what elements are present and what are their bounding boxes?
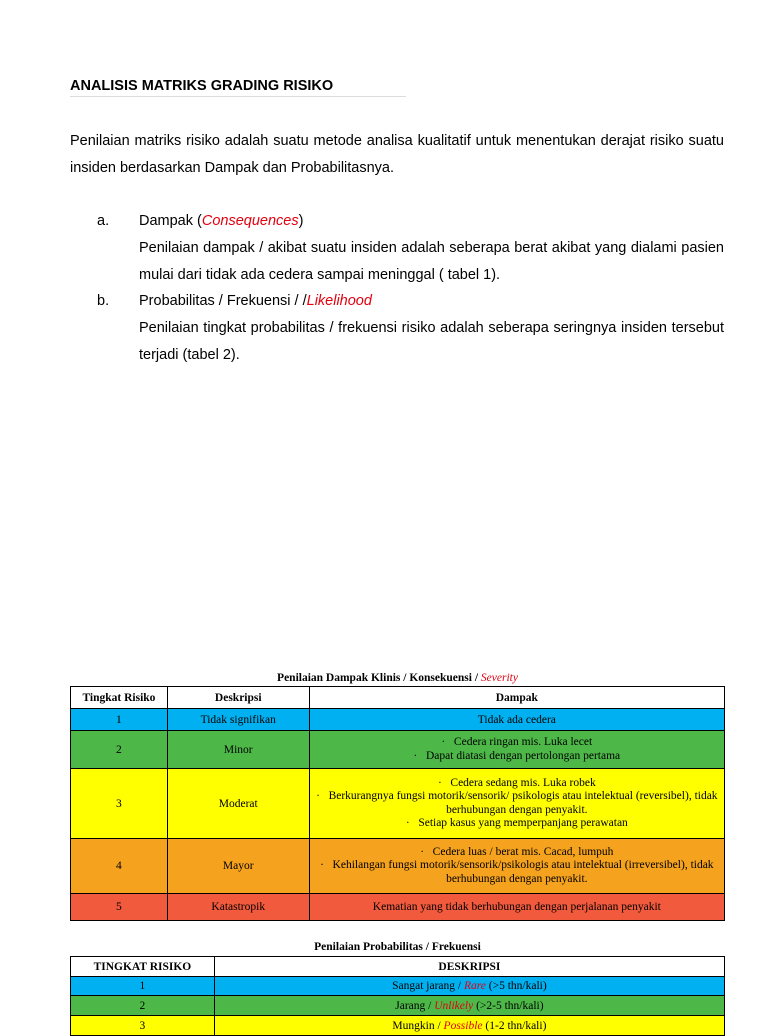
column-header: Dampak xyxy=(309,687,724,709)
risk-level-cell: 5 xyxy=(71,894,168,921)
impact-bullet: · Berkurangnya fungsi motorik/sensorik/ psikologis atau intelektual (reversibel), tidak berhubungan dengan penyakit. xyxy=(316,790,718,816)
intro-paragraph: Penilaian matriks risiko adalah suatu metode analisa kualitatif untuk menentukan derajat risiko suatu insiden berdasarkan Dampak dan Probabilitasnya. xyxy=(70,133,724,176)
table-row xyxy=(71,996,725,1016)
description-cell: Mungkin / Possible (1-2 thn/kali) xyxy=(214,1016,724,1036)
description-cell: Jarang / Unlikely (>2-5 thn/kali) xyxy=(214,996,724,1016)
probability-table xyxy=(70,956,725,1036)
table-row xyxy=(71,769,725,839)
risk-level-cell: 3 xyxy=(71,1016,215,1036)
column-header: Tingkat Risiko xyxy=(71,687,168,709)
description-cell: Katastropik xyxy=(167,894,309,921)
list-item-dampak xyxy=(70,208,724,289)
risk-level-cell: 2 xyxy=(71,996,215,1016)
impact-bullet: · Kehilangan fungsi motorik/sensorik/psikologis atau intelektual (irreversibel), tidak berhubungan dengan penyakit. xyxy=(320,859,714,885)
impact-cell xyxy=(309,839,724,894)
column-header: Deskripsi xyxy=(167,687,309,709)
document-title: ANALISIS MATRIKS GRADING RISIKO xyxy=(70,78,406,97)
description-cell: Tidak signifikan xyxy=(167,709,309,731)
description-cell: Sangat jarang / Rare (>5 thn/kali) xyxy=(214,977,724,996)
table-row xyxy=(71,839,725,894)
list-item-text: Penilaian tingkat probabilitas / frekuensi risiko adalah seberapa seringnya insiden tersebut terjadi (tabel 2). xyxy=(139,320,724,363)
table2-caption: Penilaian Probabilitas / Frekuensi xyxy=(314,941,481,953)
impact-cell: Tidak ada cedera xyxy=(309,709,724,731)
table-row xyxy=(71,1016,725,1036)
table-header-row xyxy=(71,687,725,709)
list-item-text: Penilaian dampak / akibat suatu insiden adalah seberapa berat akibat yang dialami pasien mulai dari tidak ada cedera sampai meninggal ( tabel 1). xyxy=(139,240,724,283)
list-item-probabilitas xyxy=(70,288,724,369)
risk-level-cell: 3 xyxy=(71,769,168,839)
list-item-heading: Probabilitas / Frekuensi / /Likelihood xyxy=(139,293,372,309)
impact-cell xyxy=(309,769,724,839)
risk-level-cell: 2 xyxy=(71,731,168,769)
impact-bullet: · Dapat diatasi dengan pertolongan pertama xyxy=(413,749,621,762)
impact-bullet: · Cedera sedang mis. Luka robek xyxy=(437,776,596,789)
table1-caption: Penilaian Dampak Klinis / Konsekuensi / Severity xyxy=(277,672,518,684)
risk-level-cell: 1 xyxy=(71,709,168,731)
risk-level-cell: 4 xyxy=(71,839,168,894)
impact-cell xyxy=(309,731,724,769)
severity-table xyxy=(70,686,725,921)
risk-level-cell: 1 xyxy=(71,977,215,996)
list-marker: b. xyxy=(97,293,110,309)
impact-bullet: · Cedera luas / berat mis. Cacad, lumpuh xyxy=(420,845,614,858)
impact-bullet: · Cedera ringan mis. Luka lecet xyxy=(441,736,593,748)
table-row xyxy=(71,731,725,769)
description-cell: Minor xyxy=(167,731,309,769)
list-marker: a. xyxy=(97,213,110,229)
column-header: TINGKAT RISIKO xyxy=(71,957,215,977)
impact-cell: Kematian yang tidak berhubungan dengan perjalanan penyakit xyxy=(309,894,724,921)
table-header-row xyxy=(71,957,725,977)
impact-bullet: · Setiap kasus yang memperpanjang perawatan xyxy=(405,817,628,829)
description-cell: Moderat xyxy=(167,769,309,839)
description-cell: Mayor xyxy=(167,839,309,894)
column-header: DESKRIPSI xyxy=(214,957,724,977)
table-row xyxy=(71,894,725,921)
table-row xyxy=(71,977,725,996)
table-row xyxy=(71,709,725,731)
list-item-heading: Dampak (Consequences) xyxy=(139,213,304,229)
